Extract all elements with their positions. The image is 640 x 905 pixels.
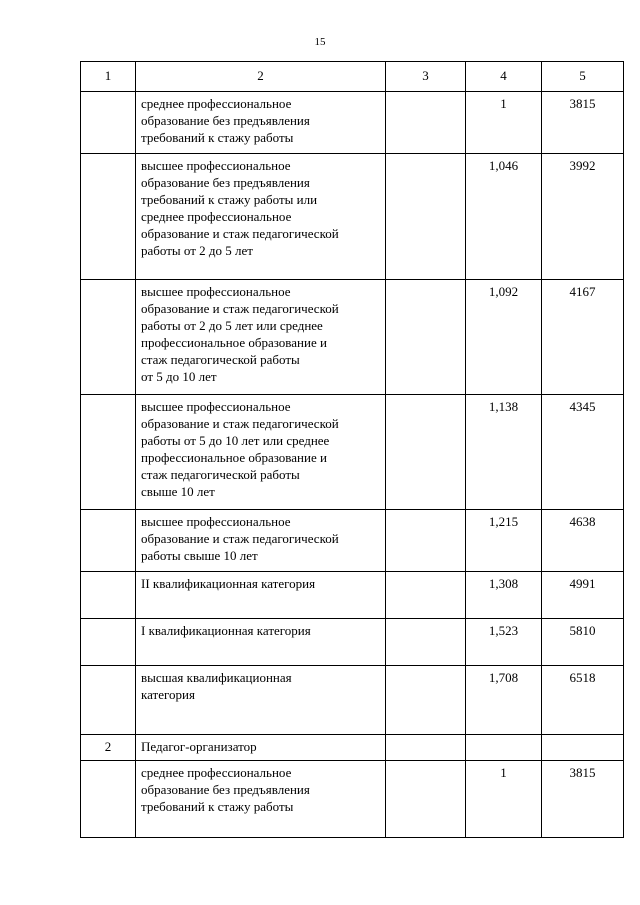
row-number-cell (81, 572, 136, 619)
row-col3-cell (386, 395, 466, 510)
row-description-cell (136, 154, 386, 280)
description-line: образование и стаж педагогической (141, 301, 339, 316)
row-number-cell (81, 92, 136, 154)
header-cell-2: 2 (136, 62, 386, 92)
description-line: стаж педагогической работы (141, 467, 300, 482)
row-description-cell (136, 280, 386, 395)
header-cell-4: 4 (466, 62, 542, 92)
table-row (81, 395, 624, 510)
description-line: образование без предъявления (141, 782, 310, 797)
row-col3-cell (386, 572, 466, 619)
row-salary-cell: 3815 (542, 92, 624, 154)
description-line: Педагог-организатор (141, 739, 257, 754)
description-line: требований к стажу работы или (141, 192, 318, 207)
row-description-cell (136, 395, 386, 510)
row-description-cell (136, 510, 386, 572)
row-number-cell (81, 395, 136, 510)
row-coefficient-cell: 1 (466, 761, 542, 838)
description-line: стаж педагогической работы (141, 352, 300, 367)
table-row (81, 572, 624, 619)
row-description-cell (136, 666, 386, 735)
description-line: профессиональное образование и (141, 335, 327, 350)
description-line: работы от 2 до 5 лет (141, 243, 253, 258)
row-salary-cell: 6518 (542, 666, 624, 735)
salary-table (80, 61, 624, 838)
description-line: работы свыше 10 лет (141, 548, 258, 563)
table-row (81, 735, 624, 761)
row-coefficient-cell: 1,138 (466, 395, 542, 510)
header-cell-5: 5 (542, 62, 624, 92)
description-line: образование и стаж педагогической (141, 531, 339, 546)
row-number-cell (81, 619, 136, 666)
description-line: профессиональное образование и (141, 450, 327, 465)
description-line: среднее профессиональное (141, 96, 292, 111)
row-description-cell (136, 619, 386, 666)
table-row (81, 619, 624, 666)
description-line: образование и стаж педагогической (141, 226, 339, 241)
table-row (81, 510, 624, 572)
row-col3-cell (386, 619, 466, 666)
description-line: высшее профессиональное (141, 158, 291, 173)
row-coefficient-cell: 1,215 (466, 510, 542, 572)
description-line: среднее профессиональное (141, 765, 292, 780)
row-number-cell: 2 (81, 735, 136, 761)
table-header-row (81, 62, 624, 92)
description-line: образование и стаж педагогической (141, 416, 339, 431)
description-line: высшее профессиональное (141, 514, 291, 529)
page-number: 15 (314, 36, 326, 48)
row-salary-cell: 3815 (542, 761, 624, 838)
row-description-cell (136, 92, 386, 154)
table-body (81, 62, 624, 838)
description-line: требований к стажу работы (141, 799, 294, 814)
row-number-cell (81, 666, 136, 735)
row-number-cell (81, 510, 136, 572)
row-salary-cell (542, 735, 624, 761)
row-number-cell (81, 154, 136, 280)
row-col3-cell (386, 154, 466, 280)
row-description-cell (136, 735, 386, 761)
row-salary-cell: 4345 (542, 395, 624, 510)
description-line: I квалификационная категория (141, 623, 311, 638)
row-number-cell (81, 761, 136, 838)
row-coefficient-cell: 1 (466, 92, 542, 154)
table-row (81, 92, 624, 154)
description-line: категория (141, 687, 195, 702)
row-col3-cell (386, 735, 466, 761)
description-line: образование без предъявления (141, 113, 310, 128)
description-line: среднее профессиональное (141, 209, 292, 224)
description-line: высшая квалификационная (141, 670, 292, 685)
header-cell-1: 1 (81, 62, 136, 92)
description-line: работы от 2 до 5 лет или среднее (141, 318, 323, 333)
table-row (81, 761, 624, 838)
description-line: высшее профессиональное (141, 284, 291, 299)
header-cell-3: 3 (386, 62, 466, 92)
description-line: высшее профессиональное (141, 399, 291, 414)
table-row (81, 154, 624, 280)
row-salary-cell: 4167 (542, 280, 624, 395)
description-line: свыше 10 лет (141, 484, 215, 499)
description-line: от 5 до 10 лет (141, 369, 217, 384)
row-coefficient-cell: 1,308 (466, 572, 542, 619)
row-coefficient-cell: 1,092 (466, 280, 542, 395)
row-salary-cell: 4991 (542, 572, 624, 619)
row-coefficient-cell (466, 735, 542, 761)
row-description-cell (136, 761, 386, 838)
row-col3-cell (386, 92, 466, 154)
row-number-cell (81, 280, 136, 395)
row-coefficient-cell: 1,708 (466, 666, 542, 735)
description-line: работы от 5 до 10 лет или среднее (141, 433, 330, 448)
row-description-cell (136, 572, 386, 619)
row-coefficient-cell: 1,046 (466, 154, 542, 280)
row-col3-cell (386, 666, 466, 735)
table-row (81, 666, 624, 735)
row-salary-cell: 4638 (542, 510, 624, 572)
description-line: требований к стажу работы (141, 130, 294, 145)
row-coefficient-cell: 1,523 (466, 619, 542, 666)
row-col3-cell (386, 510, 466, 572)
description-line: образование без предъявления (141, 175, 310, 190)
row-salary-cell: 5810 (542, 619, 624, 666)
row-col3-cell (386, 761, 466, 838)
table-row (81, 280, 624, 395)
row-salary-cell: 3992 (542, 154, 624, 280)
row-col3-cell (386, 280, 466, 395)
description-line: II квалификационная категория (141, 576, 316, 591)
